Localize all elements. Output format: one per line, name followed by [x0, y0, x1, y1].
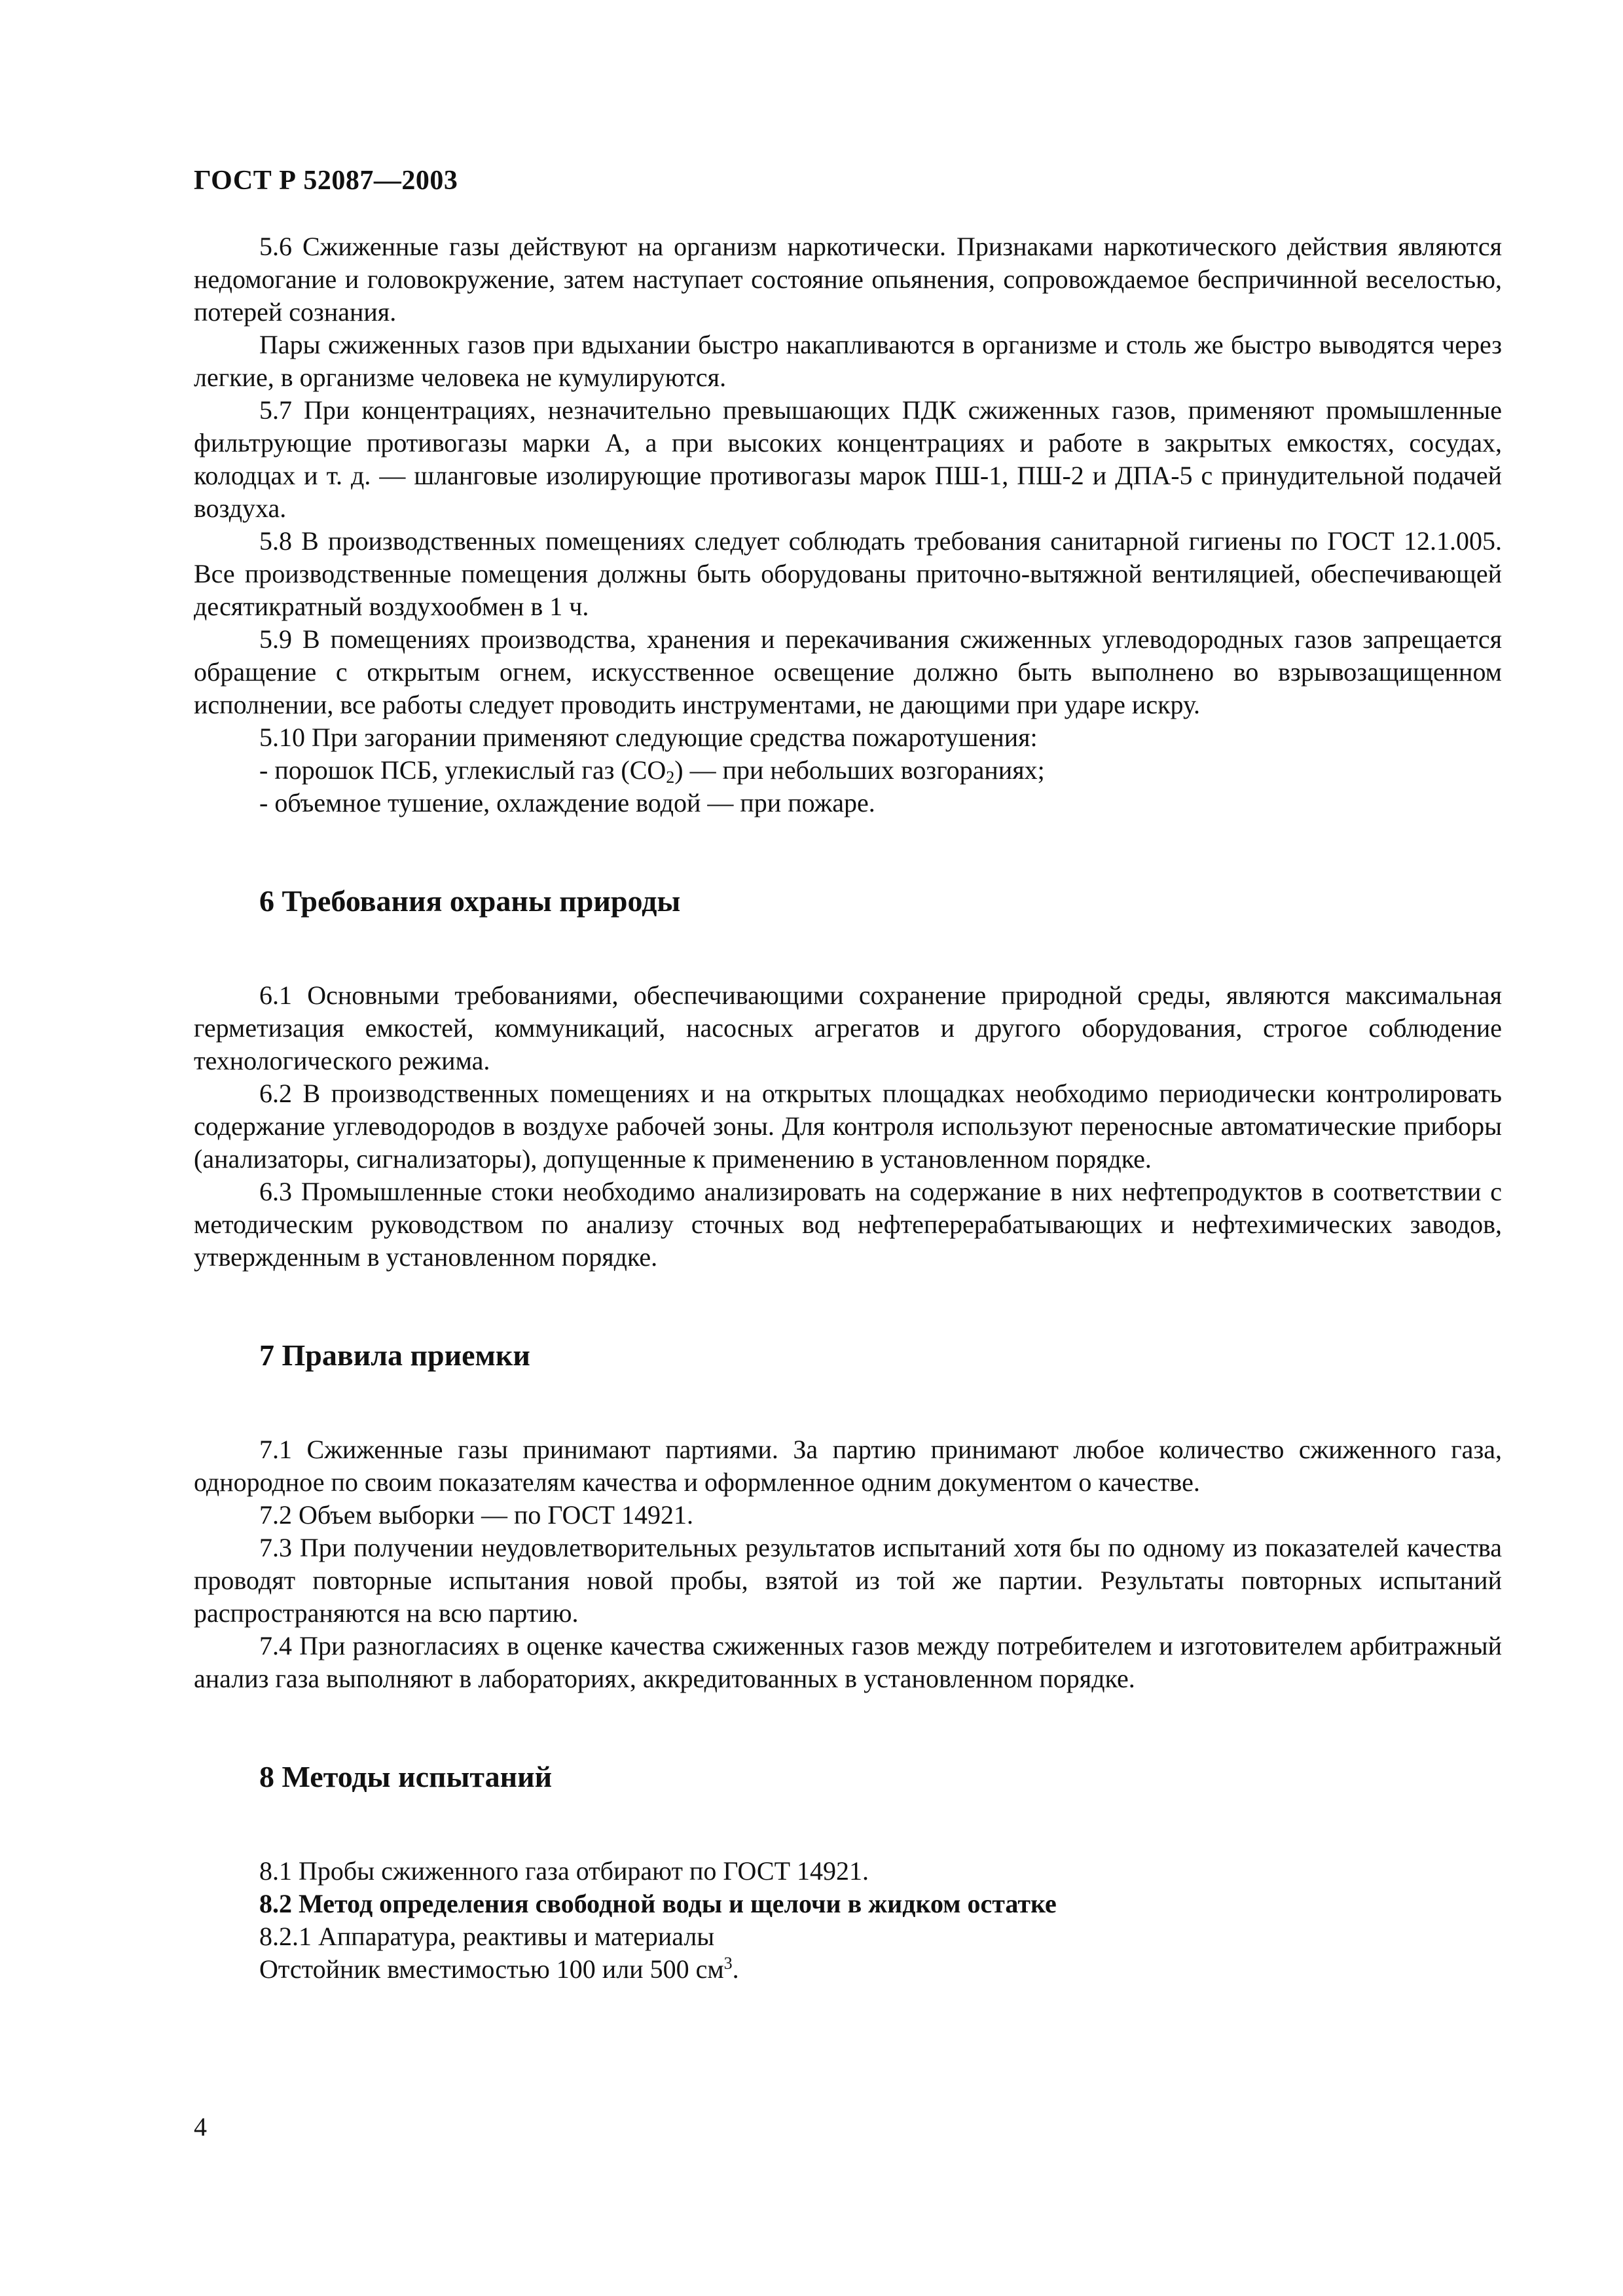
paragraph-7-2: 7.2 Объем выборки — по ГОСТ 14921. — [259, 1500, 693, 1530]
list-item-powder-text-end: ) — при небольших возгораниях; — [674, 755, 1045, 785]
paragraph-6-2: 6.2 В производственных помещениях и на открытых площадках необходимо периодически контролировать содержание углеводородов в воздухе рабочей зоны. Для контроля используют переносные автоматические приборы (анализаторы, сигнализаторы), допущенные к применению в установленном порядке. — [194, 1079, 1502, 1174]
document-header: ГОСТ Р 52087—2003 — [194, 166, 458, 196]
paragraph-7-3: 7.3 При получении неудовлетворительных результатов испытаний хотя бы по одному из показателей качества проводят повторные испытания новой пробы, взятой из той же партии. Результаты повторных испытаний распространяются на всю партию. — [194, 1533, 1502, 1628]
paragraph-5-8: 5.8 В производственных помещениях следует соблюдать требования санитарной гигиены по ГОСТ 12.1.005. Все производственные помещения должны быть оборудованы приточно-вытяжной вентиляцией, обеспечивающей десятикратный воздухообмен в 1 ч. — [194, 526, 1502, 621]
paragraph-8-1: 8.1 Пробы сжиженного газа отбирают по ГОСТ 14921. — [259, 1856, 869, 1886]
superscript-3: 3 — [723, 1954, 733, 1973]
paragraph-settler-text: Отстойник вместимостью 100 или 500 см — [259, 1954, 724, 1984]
section-8-title: 8 Методы испытаний — [259, 1760, 553, 1793]
document-body — [194, 230, 1502, 1986]
section-6-title: 6 Требования охраны природы — [259, 884, 681, 918]
paragraph-5-7: 5.7 При концентрациях, незначительно превышающих ПДК сжиженных газов, применяют промышленные фильтрующие противогазы марки А, а при высоких концентрациях и работе в закрытых емкостях, сосудах, колодцах и т. д. — шланговые изолирующие противогазы марок ПШ-1, ПШ-2 и ДПА-5 с принудительной подачей воздуха. — [194, 395, 1502, 523]
list-item-powder — [194, 754, 1502, 787]
page-number: 4 — [194, 2112, 207, 2142]
subscript-2: 2 — [666, 768, 675, 787]
paragraph-5-9: 5.9 В помещениях производства, хранения и перекачивания сжиженных углеводородных газов запрещается обращение с открытым огнем, искусственное освещение должно быть выполнено во взрывозащищенном исполнении, все работы следует проводить инструментами, не дающими при ударе искру. — [194, 624, 1502, 719]
list-item-volume-extinguishing: - объемное тушение, охлаждение водой — при пожаре. — [259, 788, 875, 817]
paragraph-settler — [194, 1953, 1502, 1986]
list-item-powder-text: - порошок ПСБ, углекислый газ (CO — [259, 755, 666, 785]
paragraph-7-1: 7.1 Сжиженные газы принимают партиями. За партию принимают любое количество сжиженного газа, однородное по своим показателям качества и оформленное одним документом о качестве. — [194, 1435, 1502, 1497]
paragraph-6-3: 6.3 Промышленные стоки необходимо анализировать на содержание в них нефтепродуктов в соответствии с методическим руководством по анализу сточных вод нефтеперерабатывающих и нефтехимических заводов, утвержденным в установленном порядке. — [194, 1177, 1502, 1272]
section-7-title: 7 Правила приемки — [259, 1338, 530, 1372]
paragraph-5-10: 5.10 При загорании применяют следующие средства пожаротушения: — [259, 723, 1038, 752]
paragraph-8-2-heading: 8.2 Метод определения свободной воды и щелочи в жидком остатке — [259, 1889, 1057, 1918]
paragraph-5-6: 5.6 Сжиженные газы действуют на организм наркотически. Признаками наркотического действия являются недомогание и головокружение, затем наступает состояние опьянения, сопровождаемое беспричинной веселостью, потерей сознания. — [194, 232, 1502, 327]
paragraph-settler-end: . — [732, 1954, 739, 1984]
paragraph-8-2-1: 8.2.1 Аппаратура, реактивы и материалы — [259, 1922, 715, 1951]
paragraph-6-1: 6.1 Основными требованиями, обеспечивающими сохранение природной среды, являются максимальная герметизация емкостей, коммуникаций, насосных агрегатов и другого оборудования, строгое соблюдение технологического режима. — [194, 980, 1502, 1075]
paragraph-5-6-continued: Пары сжиженных газов при вдыхании быстро накапливаются в организме и столь же быстро выводятся через легкие, в организме человека не кумулируются. — [194, 330, 1502, 392]
paragraph-7-4: 7.4 При разногласиях в оценке качества сжиженных газов между потребителем и изготовителем арбитражный анализ газа выполняют в лабораториях, аккредитованных в установленном порядке. — [194, 1631, 1502, 1693]
